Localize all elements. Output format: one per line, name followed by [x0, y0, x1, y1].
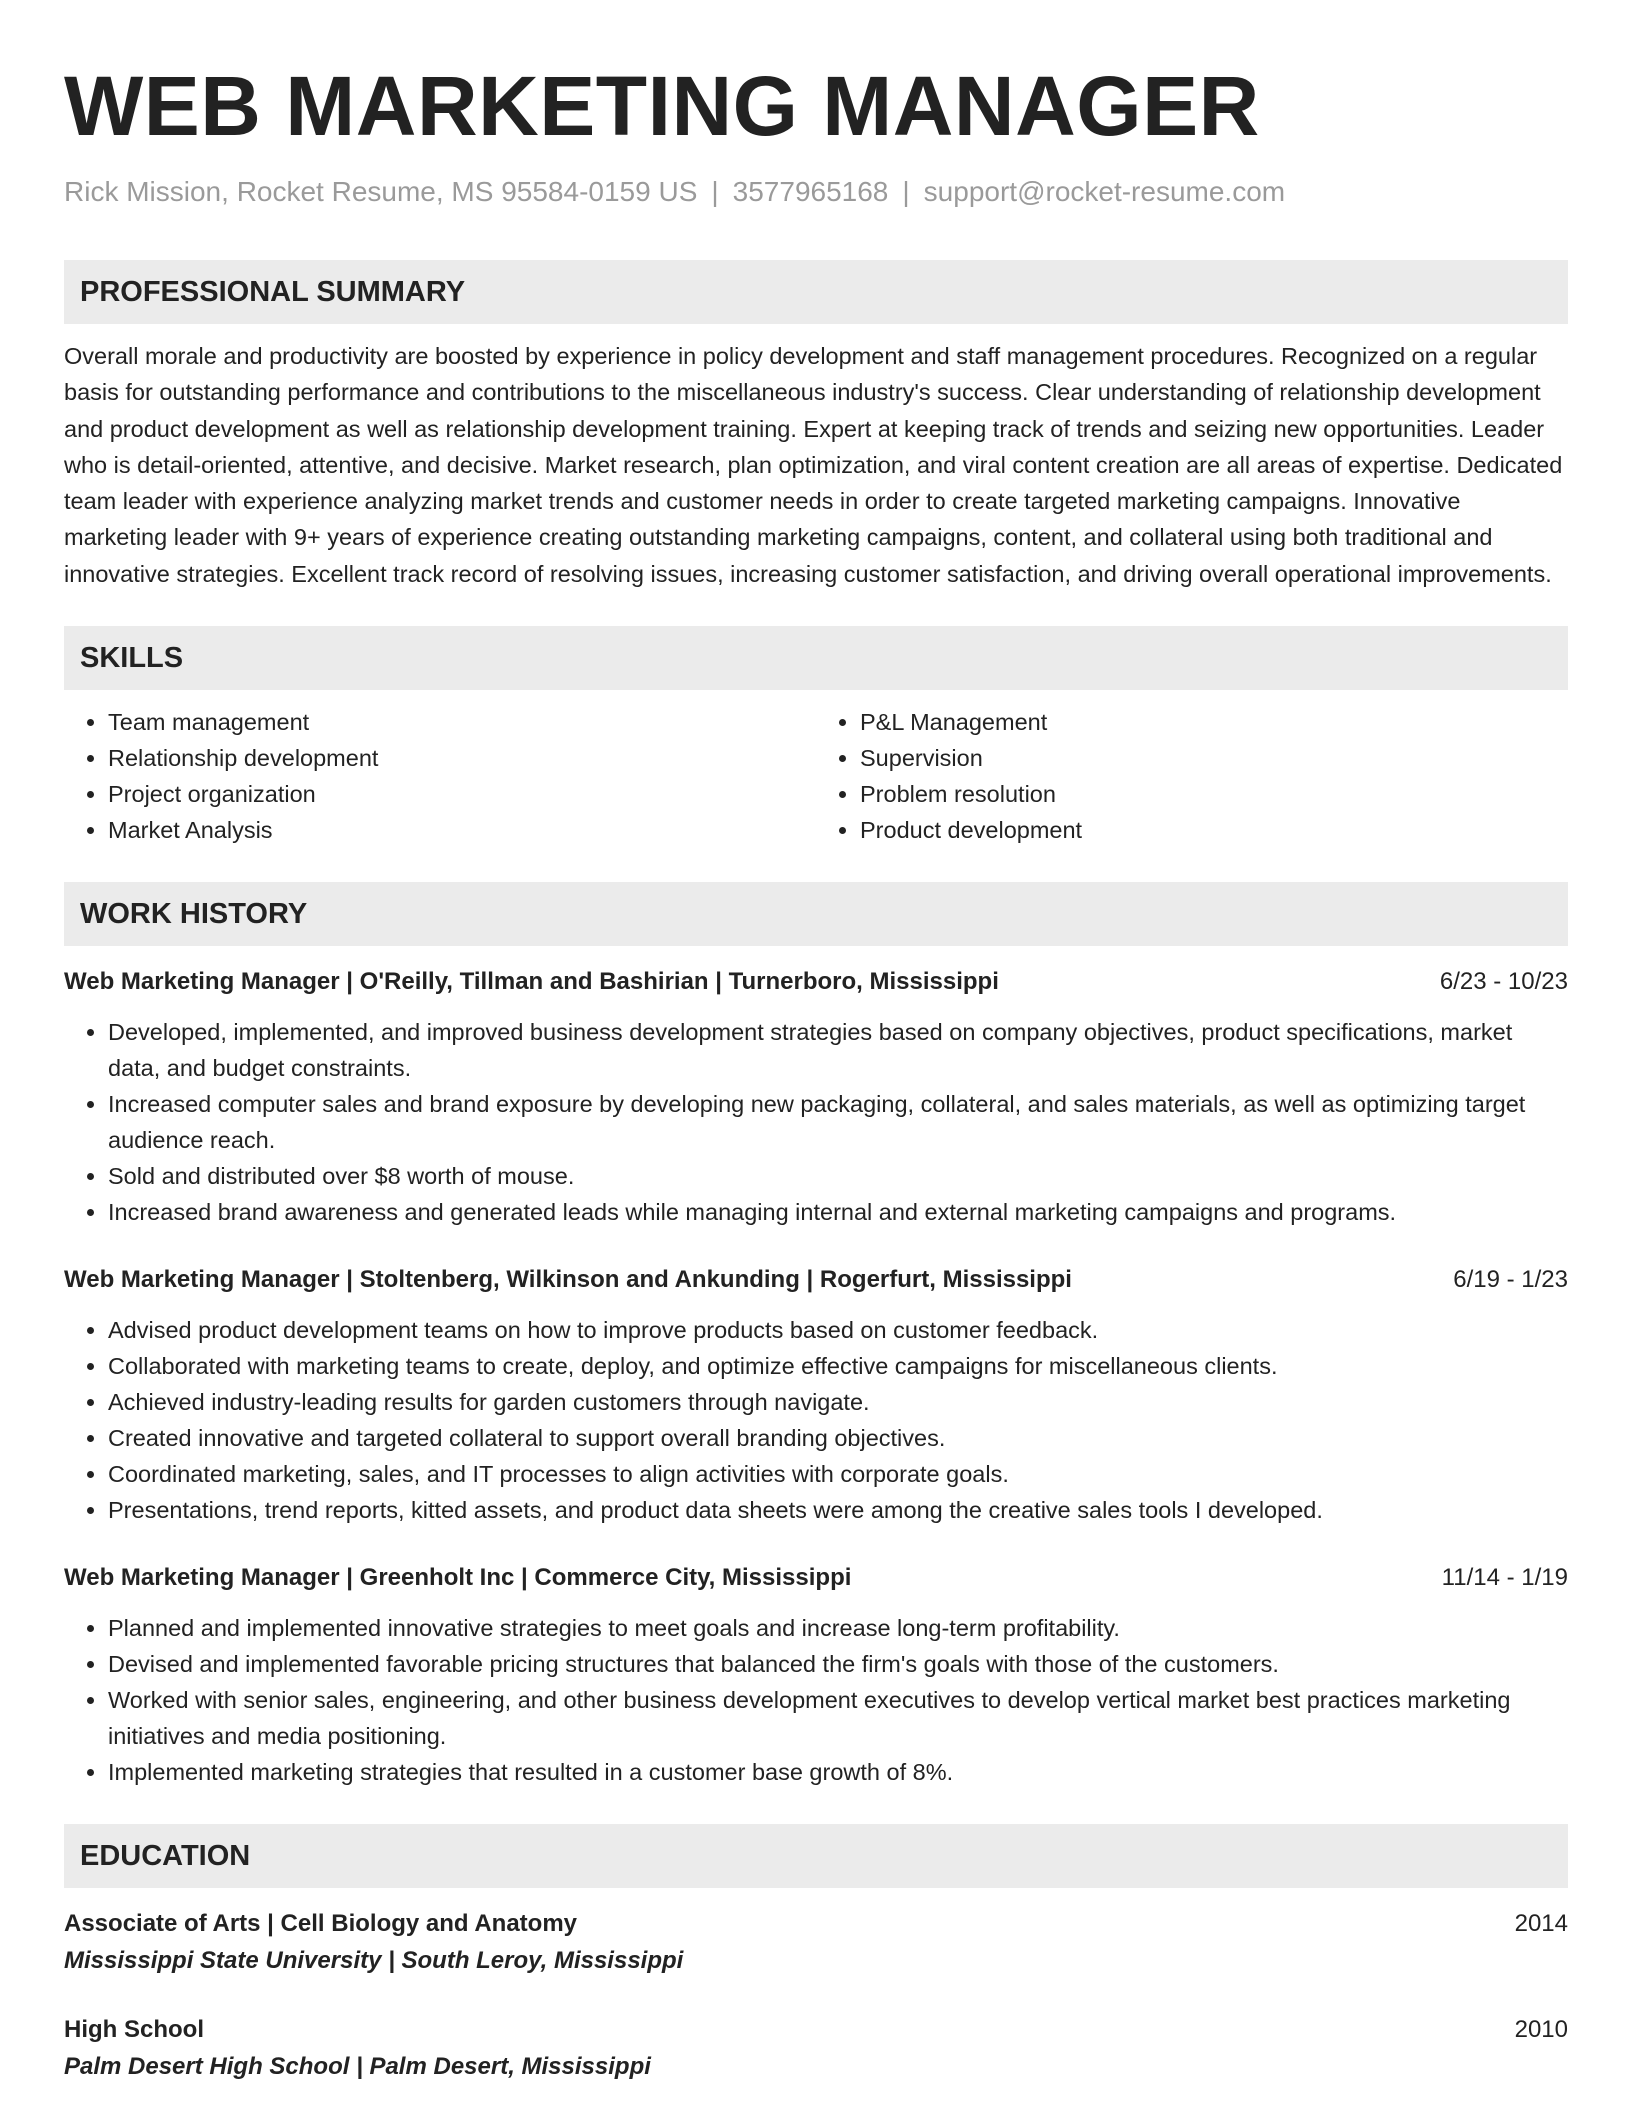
skill-item: • Project organization — [108, 776, 816, 812]
job-title: Web Marketing Manager | O'Reilly, Tillman and Bashirian | Turnerboro, Mississippi — [64, 968, 999, 996]
section-heading-education: EDUCATION — [64, 1824, 1568, 1888]
skill-item: • P&L Management — [860, 704, 1568, 740]
job-dates: 6/19 - 1/23 — [1453, 1266, 1568, 1294]
job-title: Web Marketing Manager | Stoltenberg, Wilkinson and Ankunding | Rogerfurt, Mississippi — [64, 1266, 1072, 1294]
skill-item: • Supervision — [860, 740, 1568, 776]
job-bullet: • Planned and implemented innovative strategies to meet goals and increase long-term profitability. — [108, 1610, 1568, 1646]
education-header — [64, 2012, 1568, 2048]
job-header — [64, 1262, 1568, 1298]
job-bullet: • Created innovative and targeted collateral to support overall branding objectives. — [108, 1420, 1568, 1456]
section-heading-summary: PROFESSIONAL SUMMARY — [64, 260, 1568, 324]
job-entry — [64, 964, 1568, 1230]
job-bullet: • Advised product development teams on how to improve products based on customer feedback. — [108, 1312, 1568, 1348]
job-bullets — [64, 1014, 1568, 1230]
skill-item: • Relationship development — [108, 740, 816, 776]
education-school: Mississippi State University | South Leroy, Mississippi — [64, 1947, 684, 1975]
education-school: Palm Desert High School | Palm Desert, Mississippi — [64, 2053, 651, 2081]
education-degree: High School — [64, 2016, 204, 2044]
contact-separator: | — [902, 176, 910, 207]
contact-address: Rick Mission, Rocket Resume, MS 95584-0159 US — [64, 176, 698, 207]
job-bullet: • Collaborated with marketing teams to create, deploy, and optimize effective campaigns for miscellaneous clients. — [108, 1348, 1568, 1384]
contact-line — [64, 174, 1568, 210]
job-bullet: • Developed, implemented, and improved business development strategies based on company objectives, product specifications, market data, and budget constraints. — [108, 1014, 1568, 1086]
job-bullet: • Increased computer sales and brand exposure by developing new packaging, collateral, and sales materials, as well as optimizing target audience reach. — [108, 1086, 1568, 1158]
job-bullet: • Coordinated marketing, sales, and IT processes to align activities with corporate goals. — [108, 1456, 1568, 1492]
job-title: Web Marketing Manager | Greenholt Inc | Commerce City, Mississippi — [64, 1564, 852, 1592]
education-year: 2014 — [1514, 1910, 1568, 1938]
contact-phone: 3577965168 — [732, 176, 889, 207]
education-header — [64, 1906, 1568, 1942]
education-year: 2010 — [1514, 2016, 1568, 2044]
skills-grid — [64, 704, 1568, 848]
job-bullet: • Increased brand awareness and generated leads while managing internal and external marketing campaigns and programs. — [108, 1194, 1568, 1230]
resume-page — [64, 56, 1568, 2086]
job-bullet: • Sold and distributed over $8 worth of mouse. — [108, 1158, 1568, 1194]
skills-column-left — [64, 704, 816, 848]
job-bullet: • Achieved industry-leading results for garden customers through navigate. — [108, 1384, 1568, 1420]
skill-item: • Market Analysis — [108, 812, 816, 848]
summary-section — [64, 260, 1568, 592]
contact-separator: | — [711, 176, 719, 207]
skills-column-right — [816, 704, 1568, 848]
job-dates: 11/14 - 1/19 — [1441, 1564, 1568, 1592]
contact-email: support@rocket-resume.com — [923, 176, 1286, 207]
skills-section — [64, 626, 1568, 848]
section-heading-skills: SKILLS — [64, 626, 1568, 690]
skill-item: • Problem resolution — [860, 776, 1568, 812]
job-bullet: • Presentations, trend reports, kitted assets, and product data sheets were among the creative sales tools I developed. — [108, 1492, 1568, 1528]
resume-title: WEB MARKETING MANAGER — [64, 59, 1260, 153]
job-bullets — [64, 1312, 1568, 1528]
skill-item: • Team management — [108, 704, 816, 740]
job-header — [64, 964, 1568, 1000]
education-entry — [64, 2012, 1568, 2086]
job-header — [64, 1560, 1568, 1596]
job-bullet: • Devised and implemented favorable pricing structures that balanced the firm's goals with those of the customers. — [108, 1646, 1568, 1682]
skill-item: • Product development — [860, 812, 1568, 848]
job-entry — [64, 1560, 1568, 1790]
education-entry — [64, 1906, 1568, 1980]
job-bullets — [64, 1610, 1568, 1790]
job-bullet: • Implemented marketing strategies that resulted in a customer base growth of 8%. — [108, 1754, 1568, 1790]
job-dates: 6/23 - 10/23 — [1439, 968, 1568, 996]
education-section — [64, 1824, 1568, 2086]
work-history-section — [64, 882, 1568, 1790]
section-heading-work: WORK HISTORY — [64, 882, 1568, 946]
job-entry — [64, 1262, 1568, 1528]
summary-text: Overall morale and productivity are boosted by experience in policy development and staff management procedures. Recognized on a regular basis for outstanding performance and contributions to the miscellaneous industry's success. Clear understanding of relationship development and product development as well as relationship development training. Expert at keeping track of trends and seizing new opportunities. Leader who is detail-oriented, attentive, and decisive. Market research, plan optimization, and viral content creation are all areas of expertise. Dedicated team leader with experience analyzing market trends and customer needs in order to create targeted marketing campaigns. Innovative marketing leader with 9+ years of experience creating outstanding marketing campaigns, content, and collateral using both traditional and innovative strategies. Excellent track record of resolving issues, increasing customer satisfaction, and driving overall operational improvements. — [64, 343, 1563, 587]
job-bullet: • Worked with senior sales, engineering, and other business development executives to develop vertical market best practices marketing initiatives and media positioning. — [108, 1682, 1568, 1754]
education-degree: Associate of Arts | Cell Biology and Anatomy — [64, 1910, 578, 1938]
